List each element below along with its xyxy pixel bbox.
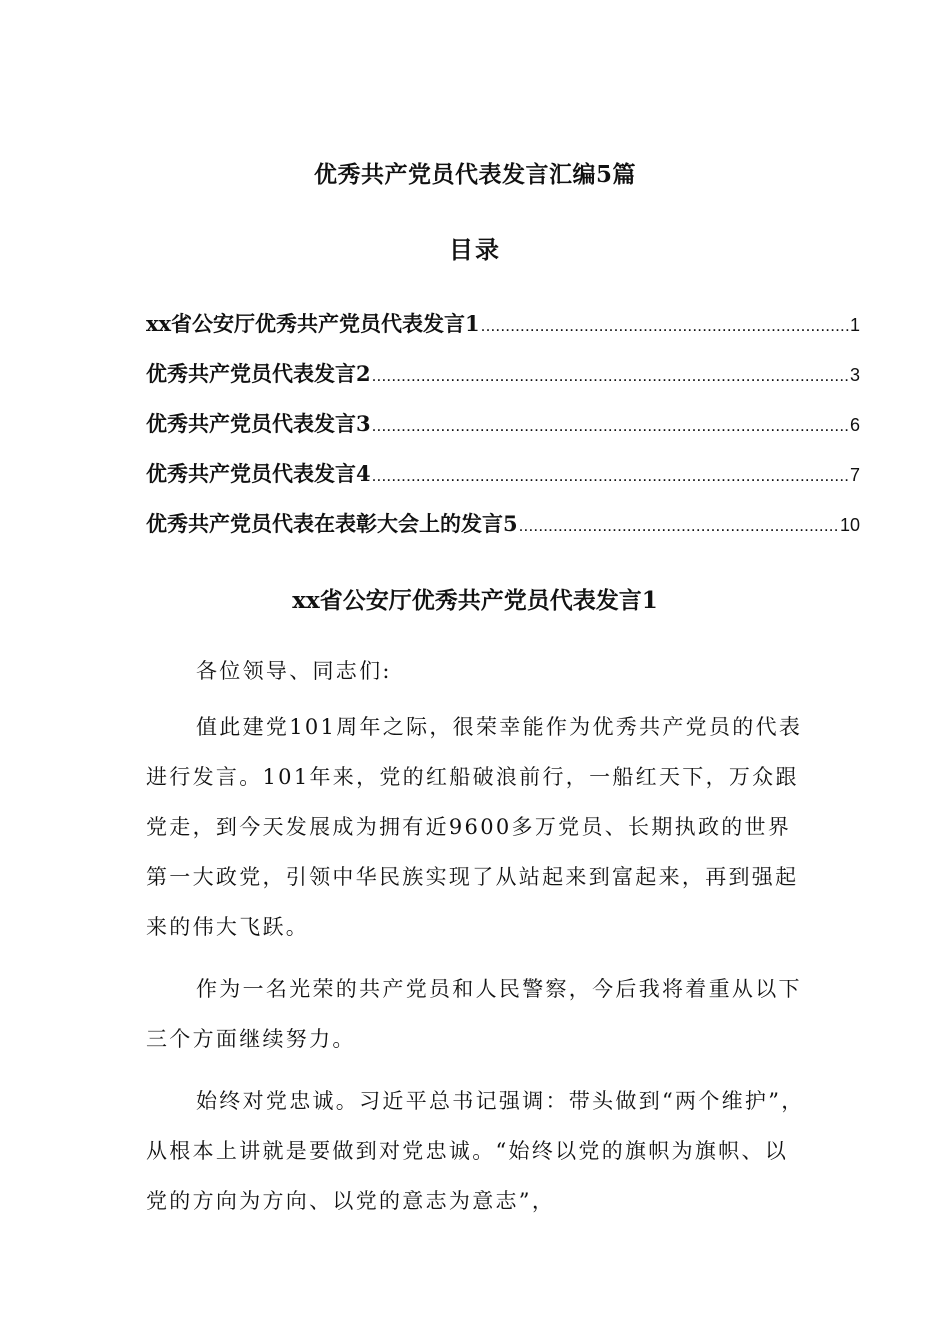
toc-page-number: 6 bbox=[849, 415, 860, 435]
toc-page-number: 3 bbox=[849, 365, 860, 385]
toc-page-number: 7 bbox=[849, 465, 860, 485]
toc-heading: 目录 bbox=[449, 235, 501, 264]
toc-page-number: 1 bbox=[849, 315, 860, 335]
salutation-paragraph: 各位领导、同志们: bbox=[196, 659, 392, 683]
toc-dot-leader bbox=[372, 416, 849, 436]
toc-entry[interactable] bbox=[146, 508, 860, 558]
table-of-contents bbox=[146, 308, 860, 558]
toc-dot-leader bbox=[372, 366, 849, 386]
toc-entry-label: xx省公安厅优秀共产党员代表发言1 bbox=[146, 311, 480, 336]
toc-dot-leader bbox=[372, 466, 849, 486]
toc-entry-label: 优秀共产党员代表发言3 bbox=[146, 411, 371, 436]
document-title: 优秀共产党员代表发言汇编5篇 bbox=[313, 161, 636, 188]
body-paragraph: 值此建党101周年之际，很荣幸能作为优秀共产党员的代表进行发言。101年来，党的红船破浪前行，一船红天下，万众跟党走，到今天发展成为拥有近9600多万党员、长期执政的世界第一大政党，引领中华民族实现了从站起来到富起来，再到强起来的伟大飞跃。 bbox=[146, 715, 803, 939]
section-title: xx省公安厅优秀共产党员代表发言1 bbox=[292, 587, 658, 614]
toc-entry[interactable] bbox=[146, 408, 860, 458]
toc-entry-label: 优秀共产党员代表发言4 bbox=[146, 461, 371, 486]
toc-dot-leader bbox=[519, 516, 839, 536]
toc-entry[interactable] bbox=[146, 358, 860, 408]
toc-entry-label: 优秀共产党员代表在表彰大会上的发言5 bbox=[146, 511, 518, 536]
toc-entry-label: 优秀共产党员代表发言2 bbox=[146, 361, 371, 386]
body-paragraph: 始终对党忠诚。习近平总书记强调：带头做到“两个维护”，从根本上讲就是要做到对党忠诚。“始终以党的旗帜为旗帜、以党的方向为方向、以党的意志为意志”， bbox=[146, 1089, 805, 1213]
toc-dot-leader bbox=[481, 316, 849, 336]
body-paragraph: 作为一名光荣的共产党员和人民警察，今后我将着重从以下三个方面继续努力。 bbox=[146, 977, 802, 1051]
toc-entry[interactable] bbox=[146, 458, 860, 508]
toc-entry[interactable] bbox=[146, 308, 860, 358]
speech-body bbox=[146, 646, 808, 1238]
toc-page-number: 10 bbox=[839, 515, 860, 535]
